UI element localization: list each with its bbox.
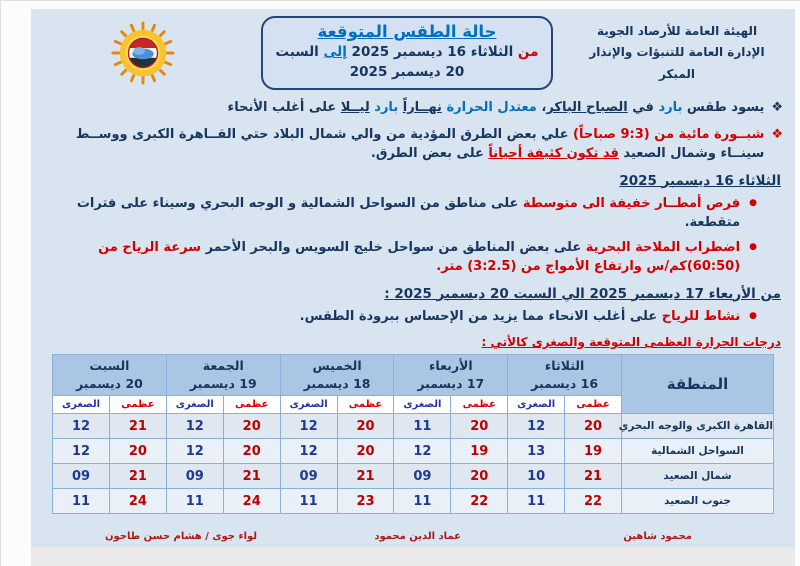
min-temp-cell: 12	[280, 414, 337, 439]
text-run: اضطراب الملاحة البحرية	[581, 239, 741, 255]
marine-bullet-item	[43, 238, 783, 277]
min-temp-cell: 11	[508, 489, 565, 514]
text-run: على أغلب الأنحاء	[227, 100, 341, 115]
text-run: بارد	[374, 100, 399, 115]
max-label: عظمى	[565, 396, 622, 414]
min-temp-cell: 12	[280, 439, 337, 464]
diamond-bullet-icon: ❖	[771, 126, 783, 142]
max-label: عظمى	[223, 396, 280, 414]
min-temp-cell: 09	[280, 464, 337, 489]
max-temp-cell: 19	[565, 439, 622, 464]
max-temp-cell: 20	[337, 414, 394, 439]
max-temp-cell: 20	[109, 439, 166, 464]
text-run: على مناطق من السواحل الشمالية و الوجه البحري وسيناء على فترات متقطعة.	[76, 195, 741, 230]
min-temp-cell: 12	[166, 439, 223, 464]
region-cell: جنوب الصعيد	[622, 489, 774, 514]
text-run: على أغلب الانحاء مما يزيد من الإحساس ببرودة الطقس.	[299, 308, 658, 324]
organization-title	[571, 21, 783, 86]
text-run: ،	[536, 100, 547, 115]
min-label: الصغرى	[53, 396, 110, 414]
min-temp-cell: 11	[166, 489, 223, 514]
max-label: عظمى	[451, 396, 508, 414]
max-label: عظمى	[337, 396, 394, 414]
rain-bullet-item	[43, 194, 783, 233]
table-row	[53, 489, 774, 514]
max-temp-cell: 20	[223, 414, 280, 439]
max-temp-cell: 22	[565, 489, 622, 514]
max-temp-cell: 20	[565, 414, 622, 439]
min-temp-cell: 11	[394, 414, 451, 439]
text-run: علي بعض الطرق المؤدية من والي شمال البلاد حتي القــاهرة الكبرى ووســط سينــاء وشمال الصعيد	[75, 126, 765, 161]
table-body	[53, 414, 774, 514]
max-temp-cell: 20	[451, 464, 508, 489]
day-date: 18 ديسمبر	[303, 376, 371, 392]
text-run: قد تكون كثيفة أحياناً	[488, 146, 619, 161]
max-temp-cell: 20	[451, 414, 508, 439]
text-run: ليــلا	[340, 100, 370, 115]
text-run: الصباح الباكر	[546, 100, 628, 115]
max-temp-cell: 19	[451, 439, 508, 464]
text-run: يسود طقس	[682, 100, 765, 115]
signature-name: لواء جوى / هشام حسن طاحون	[105, 531, 258, 543]
bullet-dot-icon: ●	[749, 197, 757, 208]
temperature-heading: درجات الحرارة العظمى المتوقعة والصغرى كالأتي :	[481, 335, 781, 349]
day-header	[280, 355, 394, 396]
day-header	[53, 355, 167, 396]
max-temp-cell: 21	[109, 414, 166, 439]
day-date: 16 ديسمبر	[531, 376, 599, 392]
region-cell: شمال الصعيد	[622, 464, 774, 489]
day-header	[508, 355, 622, 396]
fog-paragraph	[43, 125, 783, 164]
text-run: على بعض المناطق من سواحل خليج السويس والبحر الأحمر	[201, 239, 582, 255]
table-row	[53, 464, 774, 489]
text-run: سرعة الرياح من (60:50)كم/س وارتفاع الأمواج من (3:2.5) متر.	[98, 239, 741, 274]
day-name: الثلاثاء	[544, 358, 585, 373]
table-day-header-row	[53, 355, 774, 396]
day-date: 20 ديسمبر	[76, 376, 143, 392]
text-run: في	[627, 100, 659, 115]
day-date: 19 ديسمبر	[189, 376, 257, 392]
min-temp-cell: 13	[508, 439, 565, 464]
bottom-margin-strip	[31, 547, 795, 566]
text-run: من	[513, 43, 539, 60]
max-temp-cell: 20	[223, 439, 280, 464]
max-temp-cell: 21	[109, 464, 166, 489]
fog-text	[47, 125, 764, 164]
min-temp-cell: 09	[53, 464, 110, 489]
text-run: فرص أمطــار خفيفة الى متوسطة	[518, 195, 741, 211]
intro-text	[47, 98, 764, 118]
min-temp-cell: 09	[166, 464, 223, 489]
min-temp-cell: 12	[394, 439, 451, 464]
min-temp-cell: 12	[53, 439, 110, 464]
day-name: الخميس	[312, 358, 362, 373]
min-temp-cell: 12	[508, 414, 565, 439]
text-run: بارد	[658, 100, 683, 115]
region-cell: القاهرة الكبرى والوجه البحري	[622, 414, 774, 439]
min-temp-cell: 09	[394, 464, 451, 489]
max-temp-cell: 24	[223, 489, 280, 514]
forecast-title-box	[261, 16, 553, 90]
signature-name: عماد الدين محمود	[374, 531, 461, 543]
wind-bullet-item	[43, 307, 783, 327]
max-temp-cell: 21	[223, 464, 280, 489]
report-date-range	[271, 43, 543, 82]
text-run: نهــاراً	[402, 100, 442, 115]
region-cell: السواحل الشمالية	[622, 439, 774, 464]
min-label: الصغرى	[166, 396, 223, 414]
text-run: نشاط للرياح	[657, 308, 741, 324]
max-temp-cell: 21	[337, 464, 394, 489]
min-label: الصغرى	[394, 396, 451, 414]
day-header	[166, 355, 280, 396]
max-label: عظمى	[109, 396, 166, 414]
max-temp-cell: 21	[565, 464, 622, 489]
header	[43, 15, 783, 91]
rain-text	[43, 194, 740, 233]
text-run: إلى	[323, 43, 347, 60]
intro-paragraph	[43, 98, 783, 118]
sun-cloud-meteorology-logo-icon	[111, 21, 175, 85]
min-temp-cell: 11	[53, 489, 110, 514]
day-date: 17 ديسمبر	[417, 376, 485, 392]
text-run: معتدل الحرارة	[446, 100, 537, 115]
signature-name: محمود شاهين	[623, 531, 692, 543]
table-row	[53, 439, 774, 464]
min-temp-cell: 11	[280, 489, 337, 514]
wind-text	[43, 307, 740, 327]
min-label: الصغرى	[280, 396, 337, 414]
day-header	[394, 355, 508, 396]
section-heading-tuesday: الثلاثاء 16 ديسمبر 2025	[619, 172, 781, 189]
max-temp-cell: 22	[451, 489, 508, 514]
temperature-table	[52, 354, 774, 514]
text-run: الثلاثاء 16 ديسمبر 2025	[346, 43, 514, 60]
diamond-bullet-icon: ❖	[771, 100, 783, 115]
org-line1: الهيئة العامة للأرصاد الجوية	[596, 23, 758, 38]
max-temp-cell: 24	[109, 489, 166, 514]
region-column-header: المنطقة	[622, 355, 774, 414]
min-temp-cell: 12	[53, 414, 110, 439]
report-title: حالة الطقس المتوقعة	[317, 21, 497, 41]
org-line2: الإدارة العامة للتنبؤات والإنذار المبكر	[589, 45, 765, 81]
max-temp-cell: 20	[337, 439, 394, 464]
weather-report-document	[31, 9, 795, 547]
day-name: الأربعاء	[429, 358, 473, 373]
day-name: الجمعة	[202, 358, 244, 373]
max-temp-cell: 23	[337, 489, 394, 514]
text-run: على بعض الطرق.	[370, 146, 489, 161]
day-name: السبت	[89, 358, 130, 373]
min-temp-cell: 10	[508, 464, 565, 489]
text-run: السبت 20 ديسمبر 2025	[275, 43, 465, 80]
bullet-dot-icon: ●	[749, 310, 757, 321]
min-label: الصغرى	[508, 396, 565, 414]
marine-text	[43, 238, 740, 277]
bullet-dot-icon: ●	[749, 241, 757, 252]
table-row	[53, 414, 774, 439]
section-heading-wed-sat: من الأربعاء 17 ديسمبر 2025 الي السبت 20 ديسمبر 2025 :	[384, 285, 781, 302]
text-run: شبــورة مائية من (9:3 صباحاً)	[573, 126, 765, 142]
logo-area	[43, 21, 243, 85]
min-temp-cell: 12	[166, 414, 223, 439]
min-temp-cell: 11	[394, 489, 451, 514]
